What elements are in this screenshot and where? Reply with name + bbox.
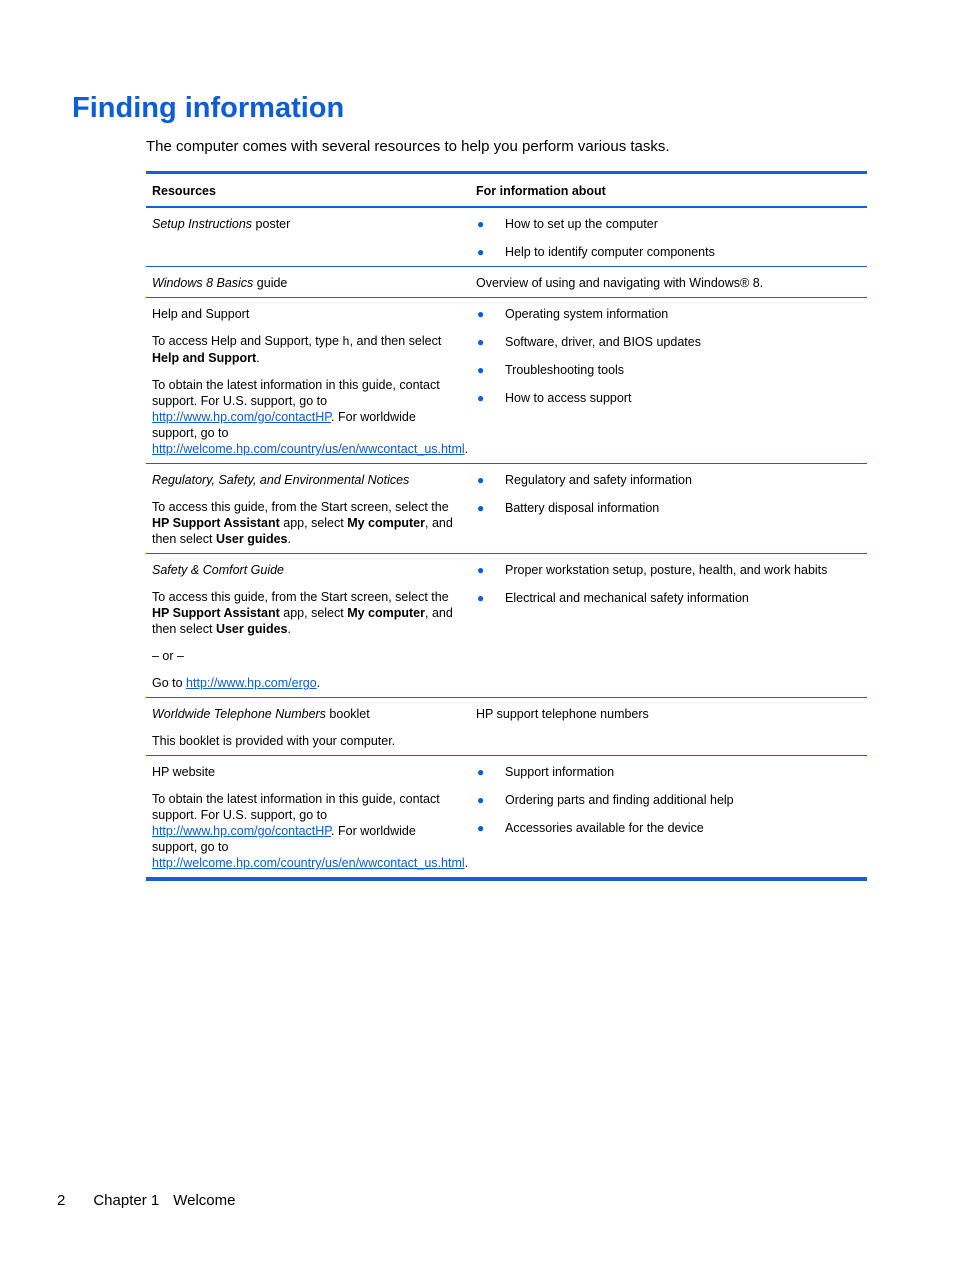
list-item	[476, 820, 861, 836]
bullet-icon: ●	[477, 821, 485, 835]
resource-name: Safety & Comfort Guide	[152, 563, 285, 577]
resource-title: Windows 8 Basics	[152, 276, 254, 290]
ui-term: User guides	[215, 532, 288, 546]
list-item	[476, 472, 861, 488]
info-cell	[470, 756, 867, 877]
text-run: To obtain the latest information in this guide, contact support. For U.S. support, go to	[152, 792, 440, 822]
info-list	[476, 472, 861, 516]
header-info: For information about	[476, 184, 606, 198]
text-run: . For worldwide support, go to	[152, 410, 416, 440]
info-list	[476, 306, 861, 406]
info-cell	[470, 554, 867, 697]
list-item	[476, 500, 861, 516]
text-run: To obtain the latest information in this guide, contact support. For U.S. support, go to	[152, 378, 440, 408]
list-item-text: Software, driver, and BIOS updates	[505, 335, 701, 349]
info-cell	[470, 464, 867, 553]
table-row	[146, 464, 867, 554]
table-row	[146, 298, 867, 464]
list-item	[476, 390, 861, 406]
list-item	[476, 590, 861, 606]
list-item	[476, 216, 861, 232]
access-instructions	[152, 499, 464, 547]
list-item-text: Operating system information	[505, 307, 669, 321]
us-support-link[interactable]: http://www.hp.com/go/contactHP	[152, 824, 332, 838]
resource-cell	[146, 698, 470, 755]
resource-cell	[146, 554, 470, 697]
resource-name	[152, 706, 464, 722]
resource-name	[152, 275, 464, 291]
table-row	[146, 554, 867, 698]
resource-cell	[146, 208, 470, 266]
list-item	[476, 334, 861, 350]
resource-cell	[146, 298, 470, 463]
ui-term: My computer	[347, 516, 425, 530]
list-item-text: Accessories available for the device	[505, 821, 704, 835]
ui-term: My computer	[347, 606, 425, 620]
text-run: Go to	[152, 676, 187, 690]
list-item	[476, 792, 861, 808]
list-item-text: Regulatory and safety information	[505, 473, 692, 487]
resource-title: Worldwide Telephone Numbers	[152, 707, 326, 721]
text-run: , and then select	[152, 516, 453, 546]
list-item-text: Ordering parts and finding additional help	[505, 793, 734, 807]
access-instructions	[152, 589, 464, 637]
resource-type: booklet	[325, 707, 370, 721]
bullet-icon: ●	[477, 335, 485, 349]
bullet-icon: ●	[477, 217, 485, 231]
worldwide-support-link[interactable]: http://welcome.hp.com/country/us/en/wwcontact_us.html	[152, 442, 465, 456]
info-cell	[470, 298, 867, 463]
page-footer	[57, 1191, 235, 1211]
list-item	[476, 244, 861, 260]
list-item-text: How to set up the computer	[505, 217, 658, 231]
info-text: HP support telephone numbers	[476, 707, 649, 721]
info-list	[476, 764, 861, 836]
bullet-icon: ●	[477, 793, 485, 807]
info-cell	[470, 267, 867, 297]
list-item-text: Support information	[505, 765, 615, 779]
table-row	[146, 698, 867, 756]
list-item	[476, 306, 861, 322]
resource-cell	[146, 464, 470, 553]
chapter-title: Welcome	[173, 1192, 236, 1209]
info-list	[476, 216, 861, 260]
chapter-label: Chapter 1	[93, 1192, 160, 1209]
list-item	[476, 562, 861, 578]
resource-name	[152, 216, 464, 232]
intro-text: The computer comes with several resources to help you perform various tasks.	[146, 138, 670, 155]
bullet-icon: ●	[477, 363, 485, 377]
text-run: .	[464, 856, 469, 870]
list-item	[476, 362, 861, 378]
ui-term: HP Support Assistant	[152, 606, 280, 620]
ergo-link[interactable]: http://www.hp.com/ergo	[186, 676, 317, 690]
list-item-text: Battery disposal information	[505, 501, 660, 515]
list-item	[476, 764, 861, 780]
table-row	[146, 208, 867, 267]
resource-name: Regulatory, Safety, and Environmental Notices	[152, 473, 410, 487]
page-number: 2	[57, 1192, 66, 1209]
info-text: Overview of using and navigating with Windows® 8.	[476, 276, 764, 290]
text-run: , and then select	[349, 334, 442, 348]
text-run: To access Help and Support, type	[152, 334, 343, 348]
table-row	[146, 756, 867, 877]
list-item-text: Troubleshooting tools	[505, 363, 625, 377]
bullet-icon: ●	[477, 391, 485, 405]
header-resources: Resources	[152, 184, 216, 198]
support-instructions	[152, 377, 469, 457]
ui-term: HP Support Assistant	[152, 516, 280, 530]
info-cell	[470, 698, 867, 755]
table-header-row	[146, 174, 867, 208]
ui-term: User guides	[215, 622, 288, 636]
bullet-icon: ●	[477, 501, 485, 515]
resource-cell	[146, 756, 470, 877]
resource-name: Help and Support	[152, 307, 250, 321]
support-instructions	[152, 791, 469, 871]
list-item-text: How to access support	[505, 391, 632, 405]
bullet-icon: ●	[477, 765, 485, 779]
list-item-text: Help to identify computer components	[505, 245, 715, 259]
bullet-icon: ●	[477, 591, 485, 605]
ui-term: Help and Support	[152, 351, 257, 365]
text-run: , and then select	[152, 606, 453, 636]
access-instructions	[152, 333, 464, 366]
text-run: To access this guide, from the Start screen, select the	[152, 590, 449, 604]
worldwide-support-link[interactable]: http://welcome.hp.com/country/us/en/wwcontact_us.html	[152, 856, 465, 870]
text-run: .	[256, 351, 260, 365]
resources-table	[146, 171, 867, 881]
bullet-icon: ●	[477, 473, 485, 487]
bullet-icon: ●	[477, 563, 485, 577]
resource-title: Setup Instructions	[152, 217, 253, 231]
text-run: app, select	[279, 606, 348, 620]
text-run: .	[316, 676, 321, 690]
table-row	[146, 267, 867, 298]
text-run: To access this guide, from the Start screen, select the	[152, 500, 449, 514]
resource-note: This booklet is provided with your computer.	[152, 734, 396, 748]
ergo-instructions	[152, 675, 464, 691]
or-separator: – or –	[152, 649, 184, 663]
key-code: h	[342, 335, 350, 349]
text-run: .	[287, 622, 291, 636]
text-run: .	[464, 442, 469, 456]
resource-type: guide	[253, 276, 288, 290]
resource-cell	[146, 267, 470, 297]
text-run: .	[287, 532, 291, 546]
us-support-link[interactable]: http://www.hp.com/go/contactHP	[152, 410, 332, 424]
page-title: Finding information	[72, 92, 345, 124]
bullet-icon: ●	[477, 307, 485, 321]
resource-name: HP website	[152, 765, 215, 779]
resource-type: poster	[252, 217, 291, 231]
info-list	[476, 562, 861, 606]
info-cell	[470, 208, 867, 266]
list-item-text: Proper workstation setup, posture, health, and work habits	[505, 563, 828, 577]
bullet-icon: ●	[477, 245, 485, 259]
text-run: . For worldwide support, go to	[152, 824, 416, 854]
text-run: app, select	[279, 516, 348, 530]
list-item-text: Electrical and mechanical safety information	[505, 591, 749, 605]
